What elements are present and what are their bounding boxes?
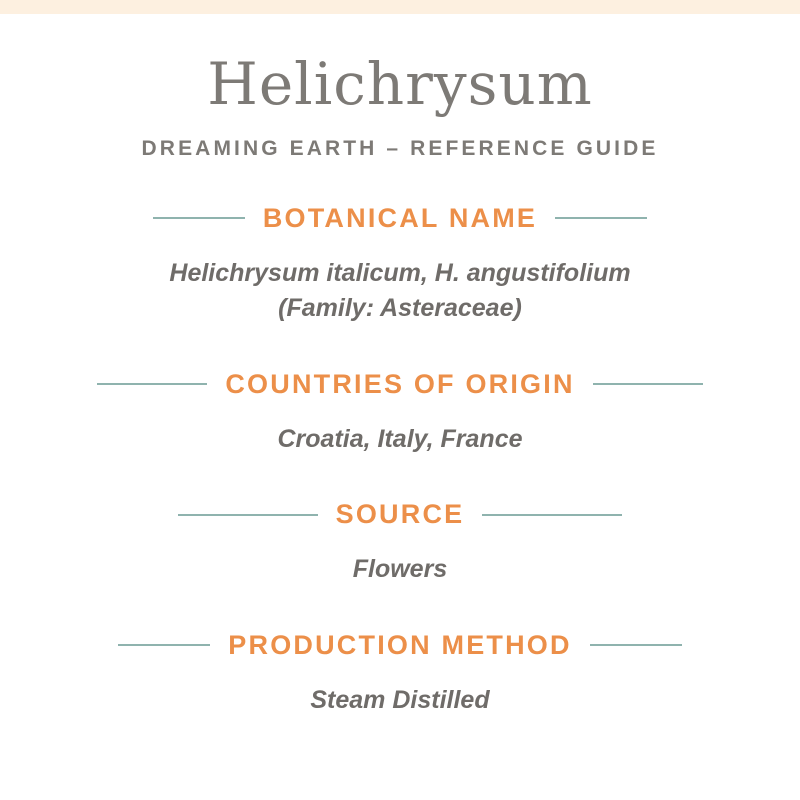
divider-rule-left [118,644,210,646]
section-heading-row [40,203,760,234]
divider-rule-right [593,383,703,385]
divider-rule-left [97,383,207,385]
section-value-line-1: Steam Distilled [310,685,490,714]
page-subtitle: DREAMING EARTH – REFERENCE GUIDE [141,136,659,160]
page-content [0,50,800,718]
section-value-line-1: Croatia, Italy, France [277,424,523,453]
section-value [40,422,760,458]
section-value [40,552,760,588]
section-source [40,499,760,588]
section-production-method [40,630,760,719]
section-value-line-1: Flowers [352,555,448,584]
section-countries-of-origin [40,369,760,458]
section-heading: PRODUCTION METHOD [228,629,572,660]
divider-rule-right [590,644,682,646]
section-value-line-2: (Family: Asteraceae) [278,294,522,323]
page-title: Helichrysum [207,50,593,118]
section-value-line-1: Helichrysum italicum, H. angustifolium [169,258,631,287]
section-heading: SOURCE [335,499,465,530]
divider-rule-left [178,514,318,516]
divider-rule-right [482,514,622,516]
divider-rule-right [555,217,647,219]
section-heading-row [40,369,760,400]
section-heading-row [40,630,760,661]
section-botanical-name [40,203,760,327]
section-value [40,256,760,327]
divider-rule-left [153,217,245,219]
section-heading-row [40,499,760,530]
section-value [40,683,760,719]
section-heading: COUNTRIES OF ORIGIN [225,368,575,399]
top-color-band [0,0,800,14]
section-heading: BOTANICAL NAME [262,202,538,233]
